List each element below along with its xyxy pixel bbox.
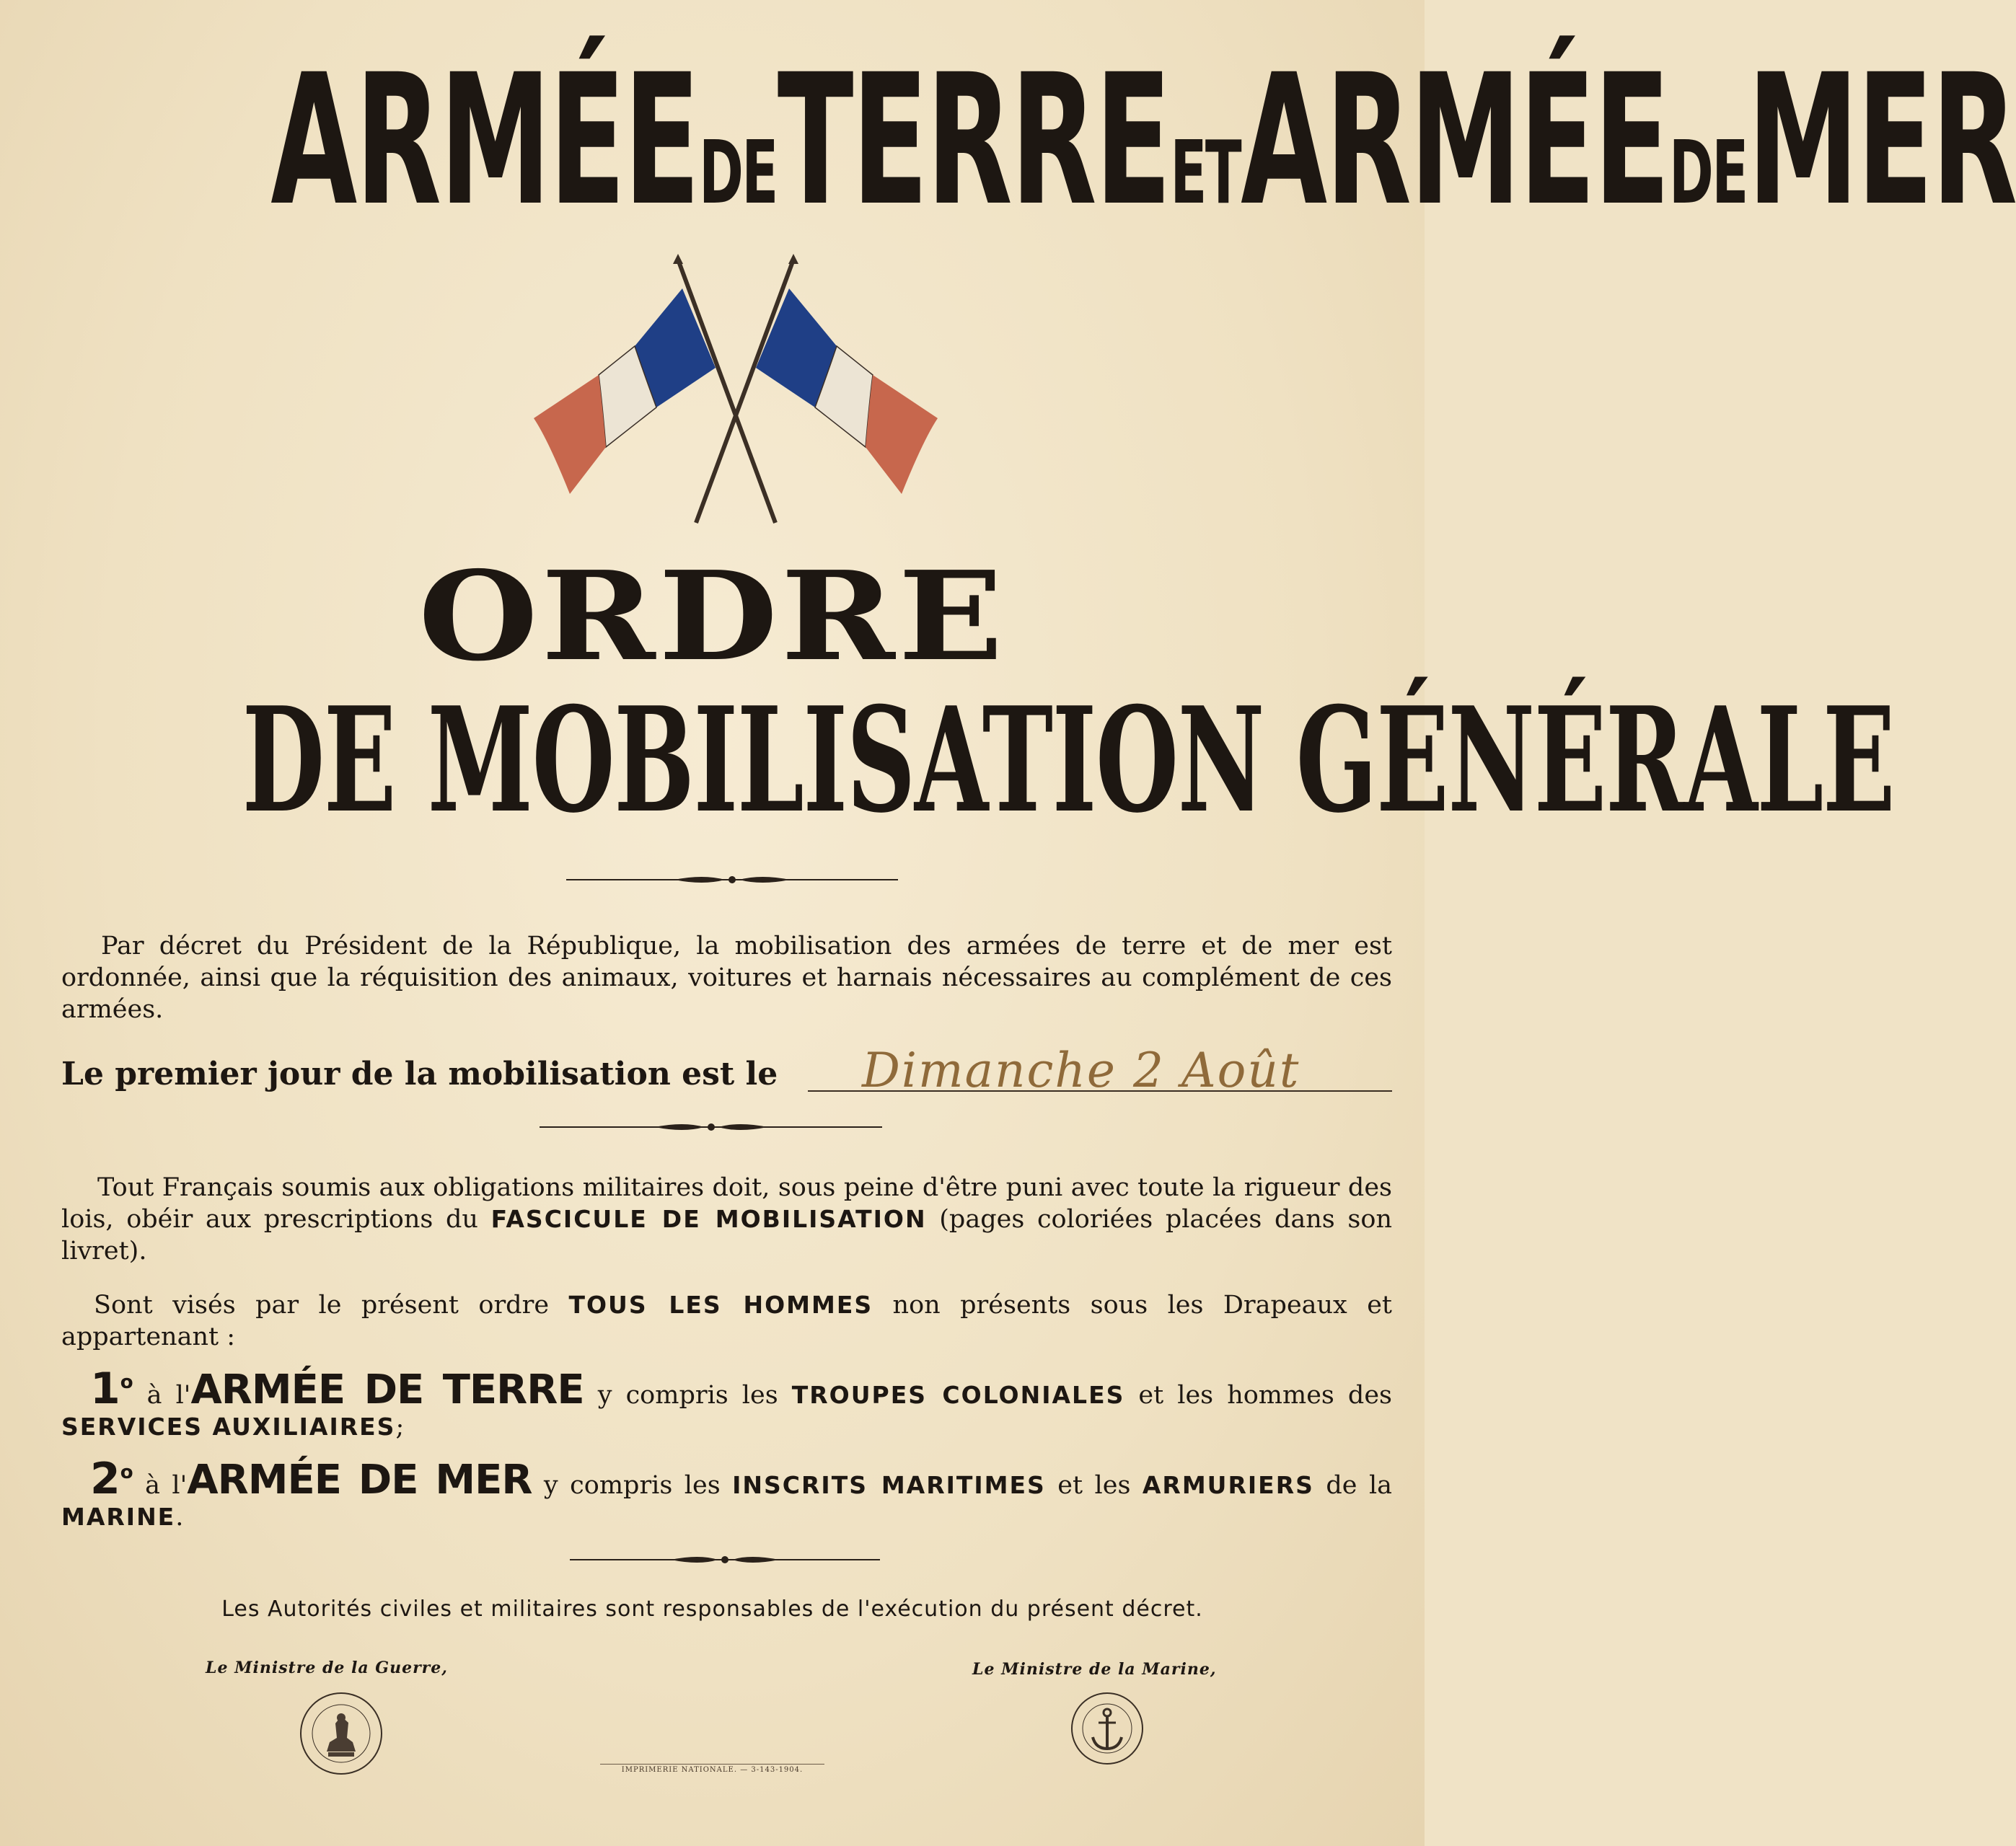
item-text: y compris les xyxy=(584,1381,792,1410)
concerned-text: Sont visés par le présent ordre xyxy=(94,1291,569,1320)
authorities-statement: Les Autorités civiles et militaires sont responsables de l'exécution du présent décret. xyxy=(221,1597,1203,1622)
signature-minister-navy: Le Ministre de la Marine, xyxy=(972,1660,1217,1679)
header-word: ARMÉE xyxy=(1241,35,1669,245)
item-emphasis: ARMURIERS xyxy=(1142,1471,1314,1499)
imprint-text: IMPRIMERIE NATIONALE. — 3-143-1904. xyxy=(600,1764,824,1774)
ornamental-divider xyxy=(566,873,898,887)
header-word: DE xyxy=(699,123,777,224)
ornamental-divider xyxy=(540,1120,882,1134)
item-emphasis: MARINE xyxy=(61,1503,176,1531)
item-text: y compris les xyxy=(532,1471,733,1500)
obligation-text-end: (pages coloriées placées dans son livret). xyxy=(61,1205,1392,1266)
poster-header xyxy=(270,35,2016,245)
crossed-french-flags-icon xyxy=(534,252,938,534)
ministry-of-navy-anchor-seal-icon xyxy=(1070,1691,1145,1767)
header-word: ARMÉE xyxy=(270,35,699,245)
item-text: et les hommes des xyxy=(1124,1381,1393,1410)
concerned-emphasis: TOUS LES HOMMES xyxy=(568,1291,873,1319)
item-armee-de-mer xyxy=(61,1454,1393,1533)
item-number: 2$^o$ xyxy=(90,1454,133,1504)
printer-imprint xyxy=(0,1764,1425,1774)
ornamental-divider xyxy=(570,1553,880,1567)
item-army: ARMÉE DE MER xyxy=(187,1457,532,1503)
header-word: ET xyxy=(1170,123,1241,224)
item-text: ; xyxy=(395,1413,405,1441)
title-mobilisation-generale: DE MOBILISATION GÉNÉRALE xyxy=(242,676,1895,845)
obligation-text: Tout Français soumis aux obligations militaires doit, sous peine d'être puni avec toute la rigueur des lois, obéir aux prescriptions du xyxy=(61,1173,1392,1234)
handwritten-date: Dimanche 2 Août xyxy=(862,1043,1300,1098)
concerned-text-end: non présents sous les Drapeaux et appartenant : xyxy=(61,1291,1392,1351)
item-text: . xyxy=(175,1503,184,1532)
item-number: 1$^o$ xyxy=(90,1364,133,1414)
first-day-line xyxy=(61,1043,1392,1098)
signature-minister-war: Le Ministre de la Guerre, xyxy=(206,1659,448,1677)
header-word: MER xyxy=(1747,35,2016,245)
obligation-paragraph xyxy=(61,1172,1392,1267)
header-word: DE xyxy=(1669,123,1747,224)
title-ordre: ORDRE xyxy=(418,544,1006,689)
obligation-emphasis: FASCICULE DE MOBILISATION xyxy=(490,1205,927,1233)
concerned-paragraph xyxy=(61,1289,1392,1353)
item-emphasis: SERVICES AUXILIAIRES xyxy=(61,1413,396,1441)
item-armee-de-terre xyxy=(61,1366,1392,1443)
first-day-label: Le premier jour de la mobilisation est le xyxy=(61,1056,778,1092)
decree-paragraph: Par décret du Président de la République, la mobilisation des armées de terre et de mer est ordonnée, ainsi que la réquisition des animaux, voitures et harnais nécessaires au complément de ces armées. xyxy=(61,932,1392,1024)
item-text: et les xyxy=(1045,1471,1143,1500)
item-prep: à l' xyxy=(133,1381,191,1410)
item-text: de la xyxy=(1313,1471,1393,1500)
item-army: ARMÉE DE TERRE xyxy=(190,1366,584,1413)
item-prep: à l' xyxy=(133,1471,188,1500)
item-emphasis: INSCRITS MARITIMES xyxy=(732,1471,1046,1499)
header-word: TERRE xyxy=(777,35,1170,245)
item-emphasis: TROUPES COLONIALES xyxy=(791,1381,1125,1409)
